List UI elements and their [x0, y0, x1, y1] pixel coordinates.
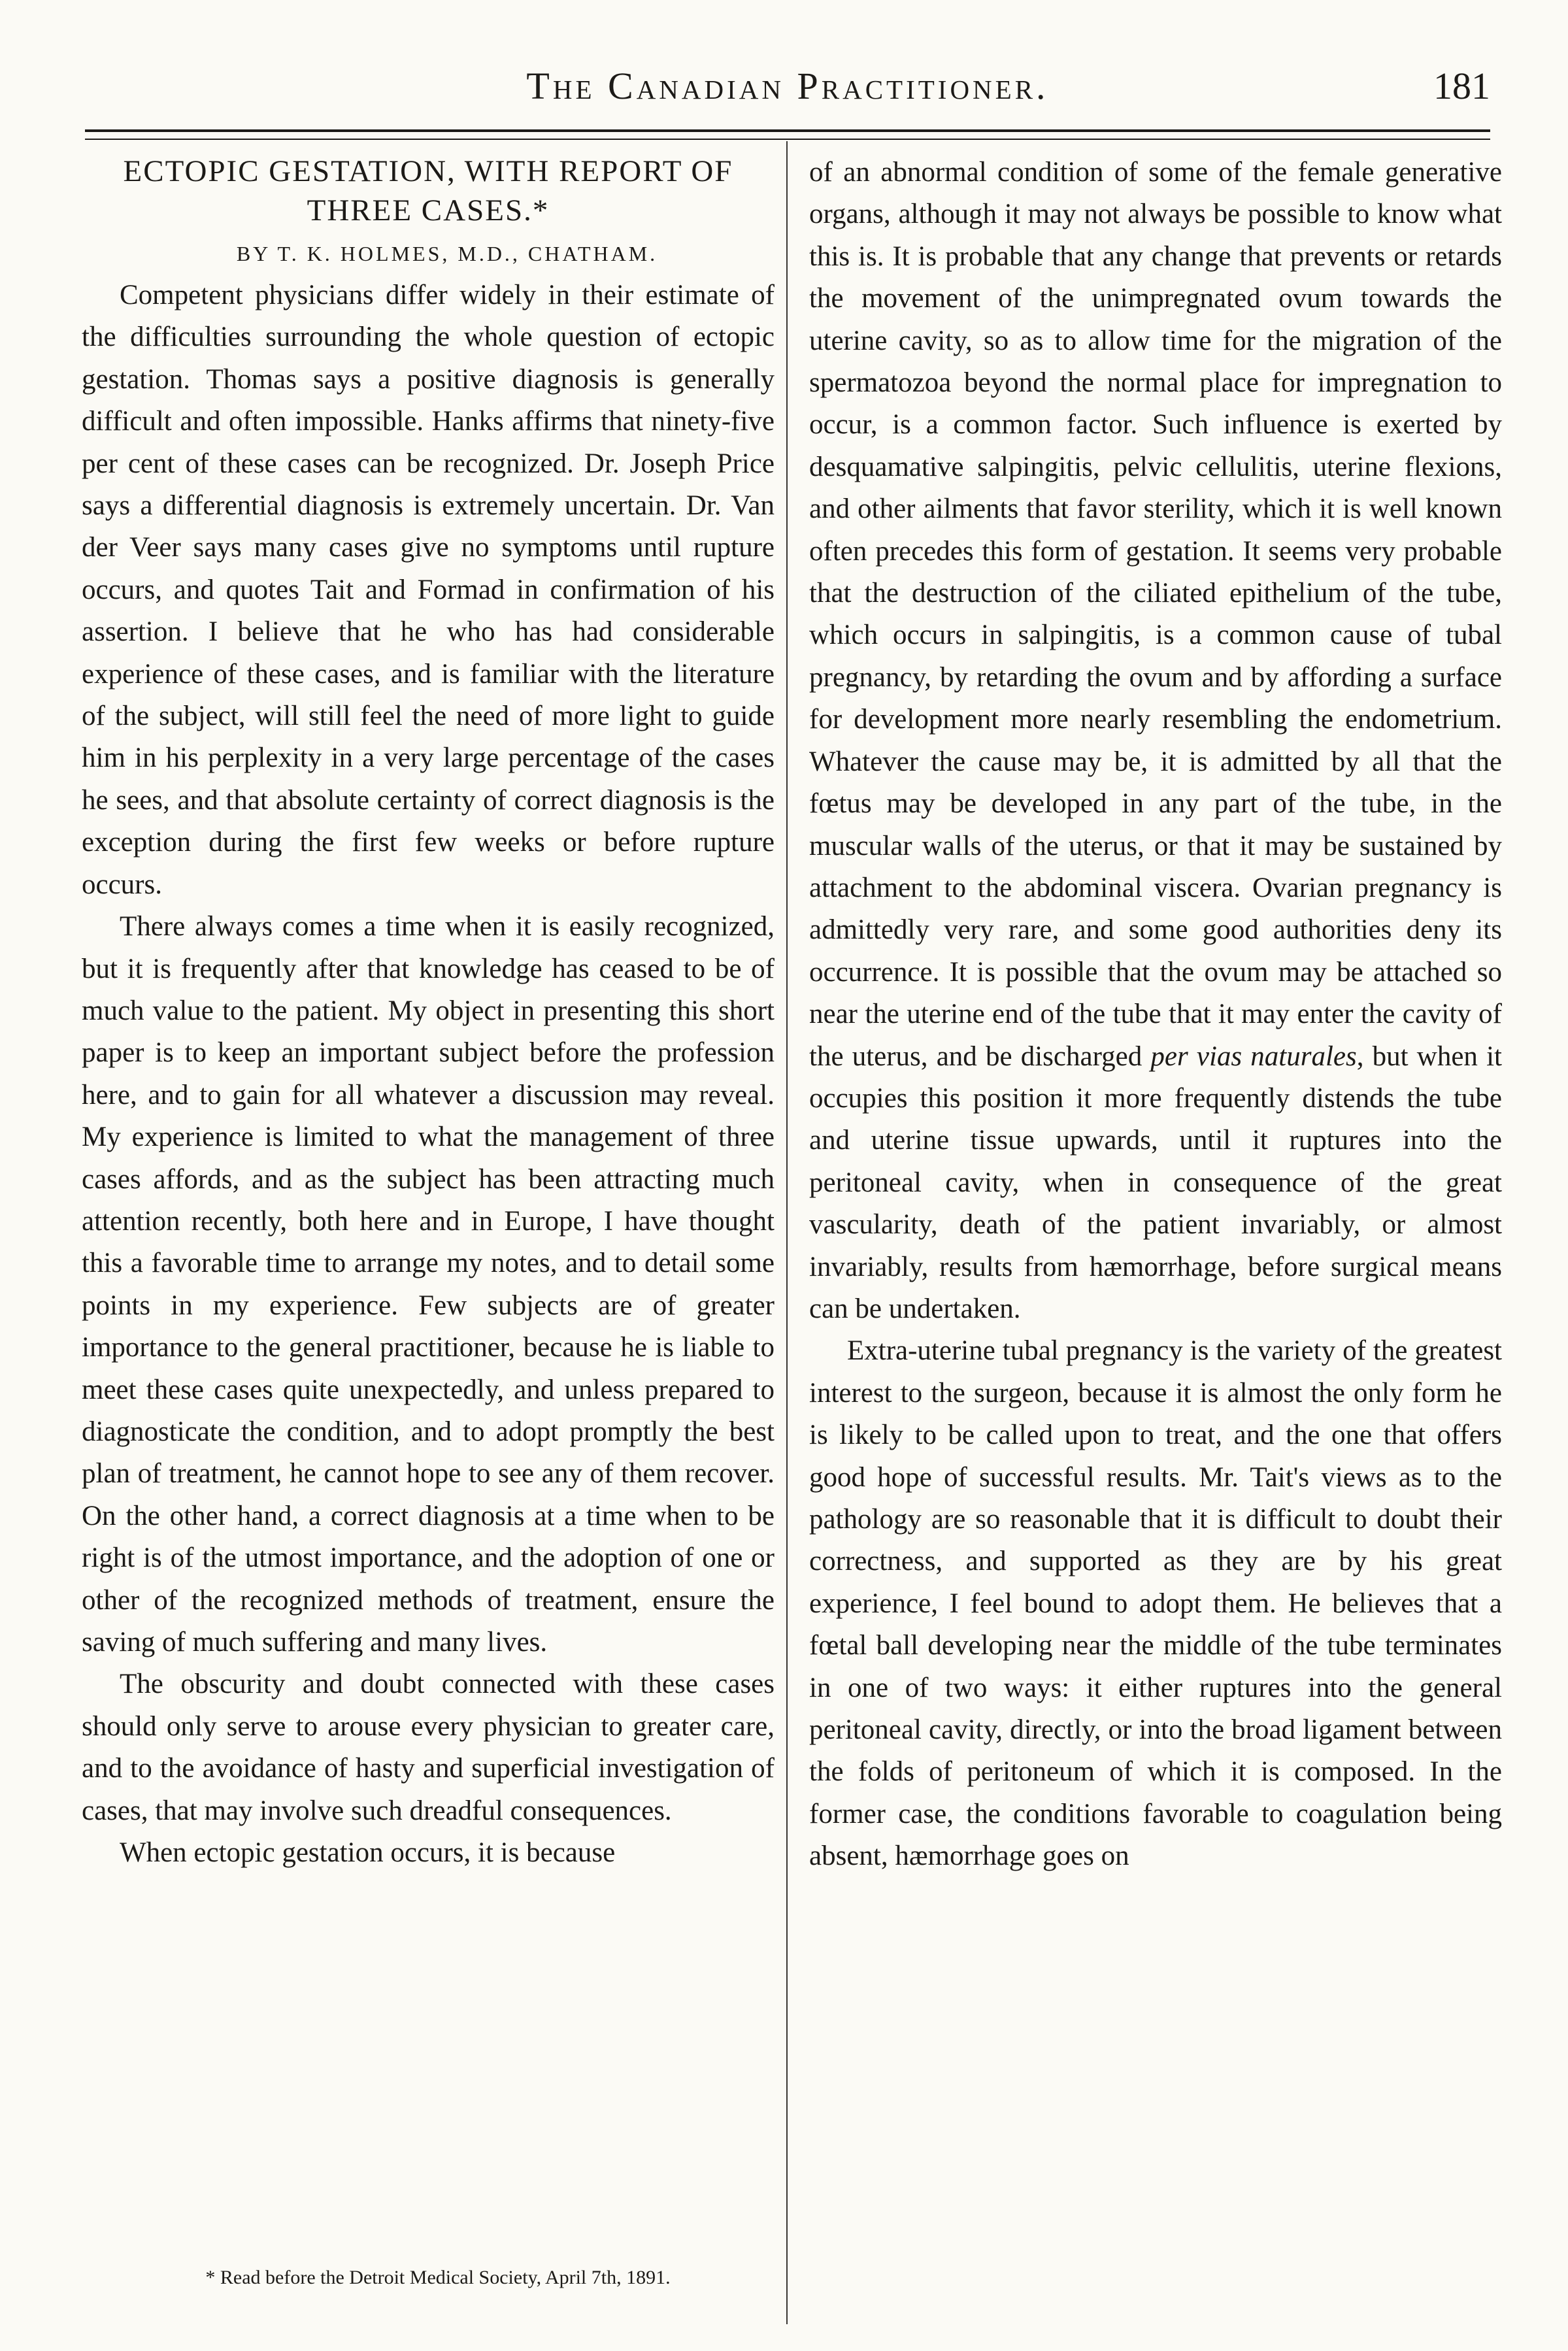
page-number: 181: [1433, 65, 1490, 107]
left-column: [82, 152, 775, 1874]
paragraph: There always comes a time when it is easily recognized, but it is frequently after that knowledge has ceased to be of much value to the patient. My object in presenting this short paper is to keep an important subject before the profession here, and to gain for all whatever a discussion may reveal. My experience is limited to what the management of three cases affords, and as the subject has been attracting much attention recently, both here and in Europe, I have thought this a favorable time to arrange my notes, and to detail some points in my experience. Few subjects are of greater importance to the general practitioner, because he is liable to meet these cases quite unexpectedly, and unless prepared to diagnosticate the condition, and to adopt promptly the best plan of treatment, he cannot hope to see any of them recover. On the other hand, a correct diagnosis at a time when to be right is of the utmost importance, and the adoption of one or other of the recognized methods of treatment, ensure the saving of much suffering and many lives.: [82, 911, 775, 1658]
running-title: The Canadian Practitioner.: [526, 65, 1049, 107]
paragraph: The obscurity and doubt connected with these cases should only serve to arouse every physician to greater care, and to the avoidance of hasty and superficial investigation of cases, that may involve such dreadful consequences.: [82, 1669, 775, 1826]
paragraph: Competent physicians differ widely in their estimate of the difficulties surrounding the whole question of ectopic gestation. Thomas says a positive diagnosis is generally difficult and often impossible. Hanks affirms that ninety-five per cent of these cases can be recognized. Dr. Joseph Price says a differential diagnosis is extremely uncertain. Dr. Van der Veer says many cases give no symptoms until rupture occurs, and quotes Tait and Formad in confirmation of his assertion. I believe that he who has had considerable experience of these cases, and is familiar with the literature of the subject, will still feel the need of more light to guide him in his perplexity in a very large percentage of the cases he sees, and that absolute certainty of correct diagnosis is the exception during the first few weeks or before rupture occurs.: [82, 280, 775, 900]
paragraph: When ectopic gestation occurs, it is because: [120, 1837, 616, 1869]
text-run: , but when it occupies this position it more frequently distends the tube and uterine tissue upwards, until it ruptures into the peritoneal cavity, when in consequence of the great vascularity, death of the patient invariably, or almost invariably, results from hæmorrhage, before surgical means can be undertaken.: [809, 1041, 1502, 1324]
page-header: [85, 60, 1490, 119]
paragraph: Extra-uterine tubal pregnancy is the variety of the greatest interest to the surgeon, because it is almost the only form he is likely to be called upon to treat, and the one that offers good hope of successful results. Mr. Tait's views as to the pathology are so reasonable that it is difficult to doubt their correctness, and supported as they are by his great experience, I feel bound to adopt them. He believes that a fœtal ball developing near the middle of the tube terminates in one of two ways: it either ruptures into the general peritoneal cavity, directly, or into the broad ligament between the folds of peritoneum of which it is composed. In the former case, the conditions favorable to coagulation being absent, hæmorrhage goes on: [809, 1335, 1502, 1872]
right-column: [809, 152, 1502, 1878]
latin-phrase: per vias naturales: [1150, 1041, 1357, 1072]
text-run: of an abnormal condition of some of the female generative organs, although it may not always be possible to know what this is. It is probable that any change that prevents or retards the movement of the unimpregnated ovum towards the uterine cavity, so as to allow time for the migration of the spermatozoa beyond the normal place for impregnation to occur, is a common factor. Such influence is exerted by desquamative salpingitis, pelvic cellulitis, uterine flexions, and other ailments that favor sterility, which it is well known often precedes this form of gestation. It seems very probable that the destruction of the ciliated epithelium of the tube, which occurs in salpingitis, is a common cause of tubal pregnancy, by retarding the ovum and by affording a surface for development more nearly resembling the endometrium. Whatever the cause may be, it is admitted by all that the fœtus may be developed in any part of the tube, in the muscular walls of the uterus, or that it may be sustained by attachment to the abdominal viscera. Ovarian pregnancy is admittedly very rare, and some good authorities deny its occurrence. It is possible that the ovum may be attached so near the uterine end of the tube that it may enter the cavity of the uterus, and be discharged: [809, 157, 1502, 1072]
article-byline: BY T. K. HOLMES, M.D., CHATHAM.: [236, 242, 658, 265]
article-title: ECTOPIC GESTATION, WITH REPORT OF THREE CASES.*: [123, 154, 733, 227]
paragraph-continued: [809, 152, 1502, 1330]
header-rule-thick: [85, 129, 1490, 132]
header-rule-thin: [85, 139, 1490, 140]
column-divider: [786, 141, 788, 2324]
footnote: * Read before the Detroit Medical Society, April 7th, 1891.: [205, 2267, 671, 2288]
